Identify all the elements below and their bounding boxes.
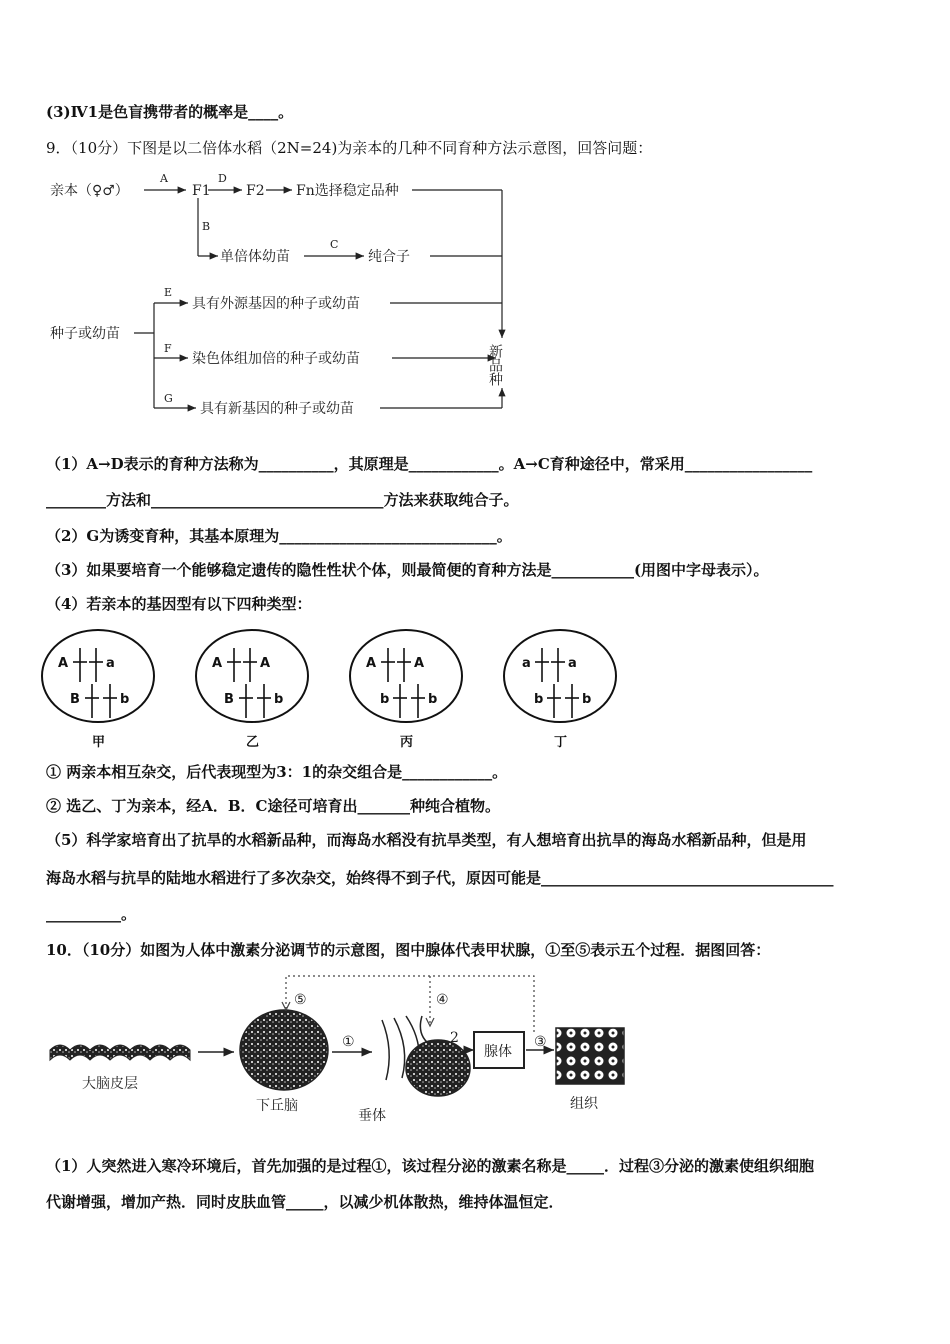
pituitary-label: 垂体: [358, 1108, 386, 1124]
step1-label: ①: [342, 1034, 355, 1050]
hypothalamus-shape: [240, 1010, 328, 1090]
seed-label: 种子或幼苗: [50, 326, 120, 342]
q9-p1-line1: （1）A→D表示的育种方法称为__________，其原理是____________。A→C育种途径中，常采用_________________: [46, 455, 813, 473]
bing-name: 丙: [400, 735, 414, 750]
ding-top-left: a: [522, 656, 531, 671]
genotype-ding: [504, 630, 616, 750]
yi-top-left: A: [212, 656, 223, 671]
jia-bottom-left: B: [70, 692, 80, 707]
parent-label: 亲本（♀♂）: [50, 183, 129, 199]
bing-top-right: A: [414, 656, 425, 671]
fn-select-label: Fn选择稳定品种: [296, 183, 399, 199]
new-gene-label: 具有新基因的种子或幼苗: [200, 401, 354, 417]
ding-top-right: a: [568, 656, 577, 671]
bing-bottom-left: b: [380, 692, 390, 707]
tissue-label: 组织: [570, 1096, 598, 1112]
f1-label: F1: [192, 183, 211, 199]
pure-label: 纯合子: [368, 249, 410, 265]
bing-bottom-right: b: [428, 692, 438, 707]
gland-label: 腺体: [484, 1044, 512, 1060]
hypothalamus-label: 下丘脑: [256, 1098, 298, 1114]
q8-item3: (3)Ⅳ1是色盲携带者的概率是____。: [46, 103, 294, 121]
jia-name: 甲: [92, 735, 106, 750]
bing-top-left: A: [366, 656, 377, 671]
q9-p5-line3: __________。: [46, 905, 137, 923]
new-variety-label: 新品种: [487, 344, 503, 386]
genotype-yi: [196, 630, 308, 750]
q9-header: 9．（10分）下图是以二倍体水稻（2N=24)为亲本的几种不同育种方法示意图，回答问题：: [46, 139, 653, 157]
jia-top-left: A: [58, 656, 69, 671]
label-a: A: [160, 172, 168, 185]
q10-p1-line2: 代谢增强，增加产热．同时皮肤血管_____，以减少机体散热，维持体温恒定．: [46, 1193, 564, 1211]
ding-bottom-left: b: [534, 692, 544, 707]
pituitary-shape: [382, 1016, 470, 1096]
step4-label: ④: [436, 992, 449, 1008]
hormone-diagram: [46, 970, 646, 1130]
genotype-jia: [42, 630, 154, 750]
q10-header: 10．（10分）如图为人体中激素分泌调节的示意图，图中腺体代表甲状腺，①至⑤表示五个过程．据图回答：: [46, 941, 771, 959]
q9-p4-2: ② 选乙、丁为亲本，经A．B．C途径可培育出_______种纯合植物。: [46, 797, 500, 815]
q9-p4-1: ① 两亲本相互杂交，后代表现型为3：1的杂交组合是____________。: [46, 763, 508, 781]
ding-bottom-right: b: [582, 692, 592, 707]
step3-label: ③: [534, 1034, 547, 1050]
label-d: D: [218, 172, 227, 185]
q9-p5-line2: 海岛水稻与抗旱的陆地水稻进行了多次杂交，始终得不到子代，原因可能是_______________________________________: [46, 869, 834, 887]
yi-top-right: A: [260, 656, 271, 671]
cortex-label: 大脑皮层: [82, 1076, 138, 1092]
yi-name: 乙: [246, 735, 260, 750]
step5-label: ⑤: [294, 992, 307, 1008]
label-e: E: [164, 286, 173, 299]
label-b: B: [202, 220, 211, 233]
label-f: F: [164, 342, 172, 355]
cortex-shape: [50, 1045, 190, 1060]
breeding-diagram: [46, 168, 546, 428]
tissue-shape: [556, 1028, 624, 1084]
label-g: G: [164, 392, 173, 405]
yi-bottom-right: b: [274, 692, 284, 707]
foreign-gene-label: 具有外源基因的种子或幼苗: [192, 296, 360, 312]
chromosome-double-label: 染色体组加倍的种子或幼苗: [192, 351, 360, 367]
genotype-cells: [40, 626, 630, 756]
q9-p5-line1: （5）科学家培育出了抗旱的水稻新品种，而海岛水稻没有抗旱类型，有人想培育出抗旱的海岛水稻新品种，但是用: [46, 831, 807, 849]
jia-top-right: a: [106, 656, 115, 671]
f2-label: F2: [246, 183, 265, 199]
q10-p1-line1: （1）人突然进入寒冷环境后，首先加强的是过程①，该过程分泌的激素名称是_____．过程③分泌的激素使组织细胞: [46, 1157, 814, 1175]
ding-name: 丁: [554, 735, 568, 750]
haploid-label: 单倍体幼苗: [220, 249, 290, 265]
q9-p4: （4）若亲本的基因型有以下四种类型：: [46, 595, 312, 613]
genotype-bing: [350, 630, 462, 750]
q9-p3: （3）如果要培育一个能够稳定遗传的隐性性状个体，则最简便的育种方法是___________(用图中字母表示）。: [46, 561, 769, 579]
jia-bottom-right: b: [120, 692, 130, 707]
q9-p1-line2: ________方法和_______________________________方法来获取纯合子。: [46, 491, 519, 509]
q9-p2: （2）G为诱变育种，其基本原理为_____________________________。: [46, 527, 512, 545]
label-c: C: [330, 238, 339, 251]
step2-label: 2: [450, 1030, 459, 1046]
yi-bottom-left: B: [224, 692, 234, 707]
